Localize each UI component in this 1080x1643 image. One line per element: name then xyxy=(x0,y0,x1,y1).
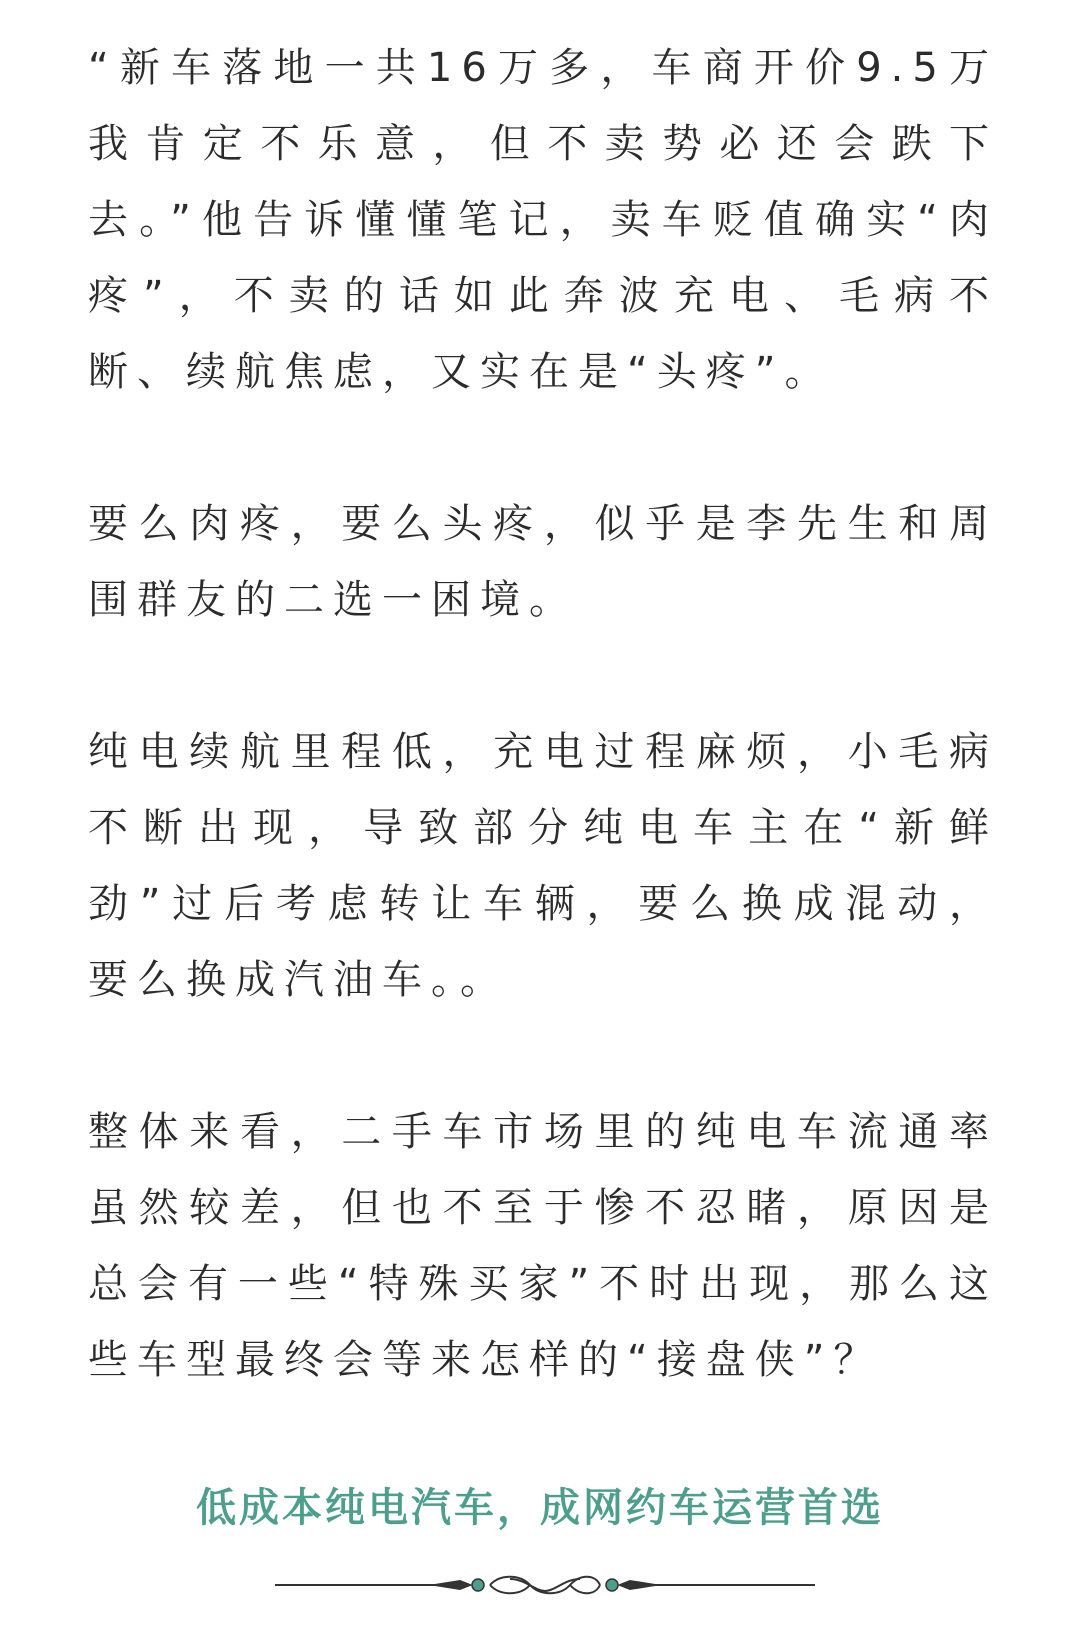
ornamental-divider-icon xyxy=(275,1570,815,1600)
paragraph-4: 整体来看，二手车市场里的纯电车流通率虽然较差，但也不至于惨不忍睹，原因是总会有一些“特殊买家”不时出现，那么这些车型最终会等来怎样的“接盘侠”？ xyxy=(88,1109,998,1383)
paragraph-spacer xyxy=(88,638,998,714)
paragraph-3: 纯电续航里程低，充电过程麻烦，小毛病不断出现，导致部分纯电车主在“新鲜劲”过后考虑转让车辆，要么换成混动，要么换成汽油车。。 xyxy=(88,729,998,1003)
section-subheading: 低成本纯电汽车，成网约车运营首选 xyxy=(196,1485,884,1531)
paragraph-2: 要么肉疼，要么头疼，似乎是李先生和周围群友的二选一困境。 xyxy=(88,501,998,623)
paragraph-spacer xyxy=(88,1018,998,1094)
paragraph-1: “新车落地一共16万多，车商开价9.5万我肯定不乐意，但不卖势必还会跌下去。”他告诉懂懂笔记，卖车贬值确实“肉疼”，不卖的话如此奔波充电、毛病不断、续航焦虑，又实在是“头疼”。 xyxy=(88,45,998,395)
article-body xyxy=(88,30,998,1398)
paragraph-spacer xyxy=(88,410,998,486)
